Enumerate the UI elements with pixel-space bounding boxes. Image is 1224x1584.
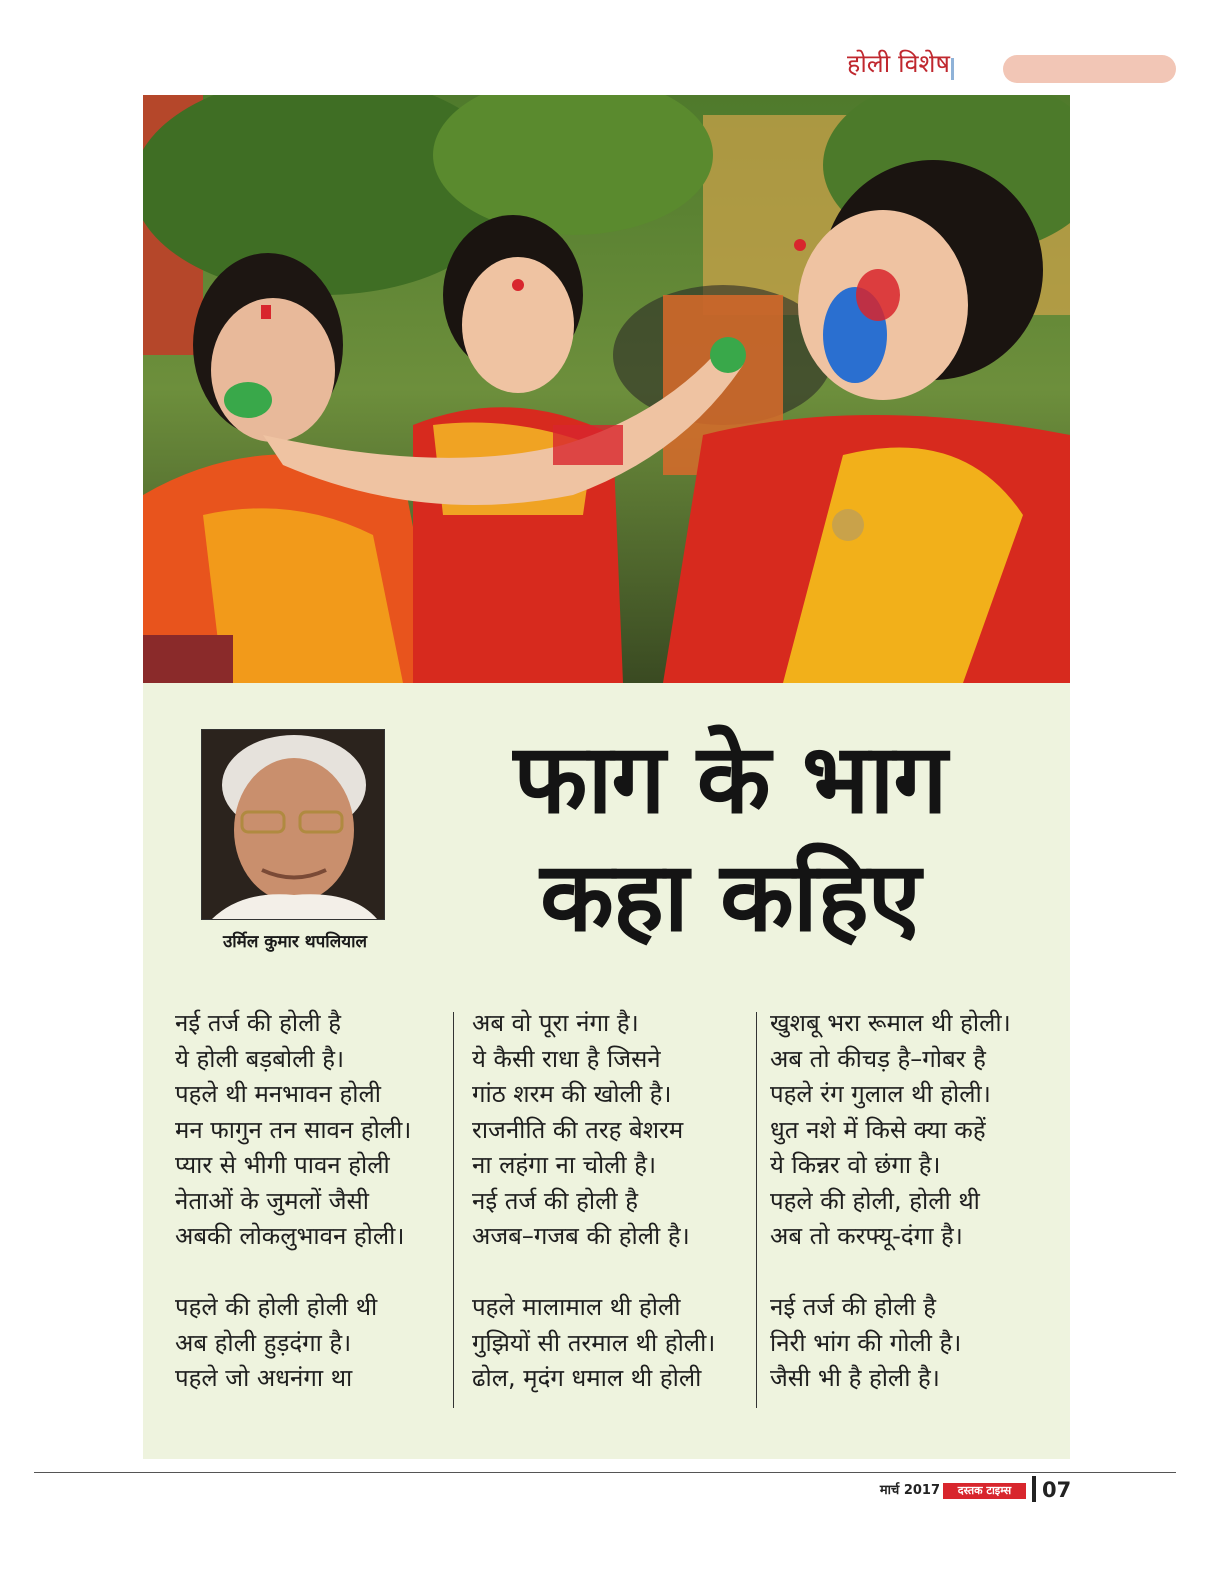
poem-line: अब होली हुड़दंगा है।	[175, 1328, 352, 1357]
photo-illustration	[143, 95, 1070, 683]
section-tag-pill	[1003, 55, 1176, 83]
poem-line: ना लहंगा ना चोली है।	[472, 1151, 657, 1179]
poem-line: मन फागुन तन सावन होली।	[175, 1115, 412, 1144]
headline	[440, 720, 1020, 956]
poem-line: गांठ शरम की खोली है।	[472, 1080, 672, 1108]
poem-column-3	[770, 1006, 1060, 1397]
poem-line: गुझियों सी तरमाल थी होली।	[472, 1328, 716, 1357]
author-photo	[201, 729, 385, 920]
section-tag-divider	[951, 58, 954, 80]
poem-line: अब तो कीचड़ है–गोबर है	[770, 1044, 986, 1073]
poem-line: ये कैसी राधा है जिसने	[472, 1044, 661, 1073]
author-portrait	[202, 730, 384, 919]
poem-line: पहले रंग गुलाल थी होली।	[770, 1080, 991, 1108]
poem-line: पहले मालामाल थी होली	[472, 1293, 681, 1321]
poem-line: पहले थी मनभावन होली	[175, 1080, 381, 1108]
footer-bar	[1032, 1476, 1036, 1502]
poem-line: खुशबू भरा रूमाल थी होली।	[770, 1009, 1011, 1037]
stanza-break	[175, 1255, 465, 1291]
column-divider-1	[453, 1012, 454, 1408]
stanza-break	[472, 1255, 762, 1291]
poem-line: ढोल, मृदंग धमाल थी होली	[472, 1364, 702, 1392]
poem-column-1	[175, 1006, 465, 1397]
poem-line: नई तर्ज की होली है	[175, 1009, 341, 1037]
footer-date: मार्च 2017	[879, 1483, 940, 1498]
page-number: 07	[1042, 1478, 1072, 1502]
poem-line: धुत नशे में किसे क्या कहें	[770, 1115, 986, 1144]
footer-rule	[34, 1472, 1176, 1473]
poem-line: राजनीति की तरह बेशरम	[472, 1115, 684, 1144]
poem-line: नई तर्ज की होली है	[770, 1293, 936, 1321]
column-divider-2	[756, 1012, 757, 1408]
poem-line: जैसी भी है होली है।	[770, 1364, 940, 1392]
poem-line: अबकी लोकलुभावन होली।	[175, 1222, 405, 1250]
poem-line: पहले जो अधनंगा था	[175, 1364, 353, 1392]
poem-line: पहले की होली होली थी	[175, 1293, 378, 1321]
publication-logo: दस्तक टाइम्स	[943, 1483, 1026, 1499]
poem-line: प्यार से भीगी पावन होली	[175, 1151, 390, 1179]
poem-line: ये होली बड़बोली है।	[175, 1044, 345, 1073]
poem-line: अजब–गजब की होली है।	[472, 1222, 690, 1250]
poem-line: निरी भांग की गोली है।	[770, 1328, 962, 1357]
poem-column-2	[472, 1006, 762, 1397]
holi-celebration-photo	[143, 95, 1070, 683]
author-name: उर्मिल कुमार थपलियाल	[222, 932, 368, 952]
section-tag: होली विशेष	[847, 49, 950, 78]
headline-line-1: फाग के भाग	[513, 723, 947, 835]
poem-line: नई तर्ज की होली है	[472, 1186, 638, 1215]
poem-line: ये किन्नर वो छंगा है।	[770, 1151, 941, 1179]
stanza-break	[770, 1255, 1060, 1291]
headline-line-2: कहा कहिए	[540, 841, 920, 953]
poem-line: नेताओं के जुमलों जैसी	[175, 1186, 369, 1215]
poem-line: अब वो पूरा नंगा है।	[472, 1009, 639, 1037]
poem-line: अब तो करफ्यू-दंगा है।	[770, 1222, 963, 1250]
poem-line: पहले की होली, होली थी	[770, 1186, 980, 1215]
